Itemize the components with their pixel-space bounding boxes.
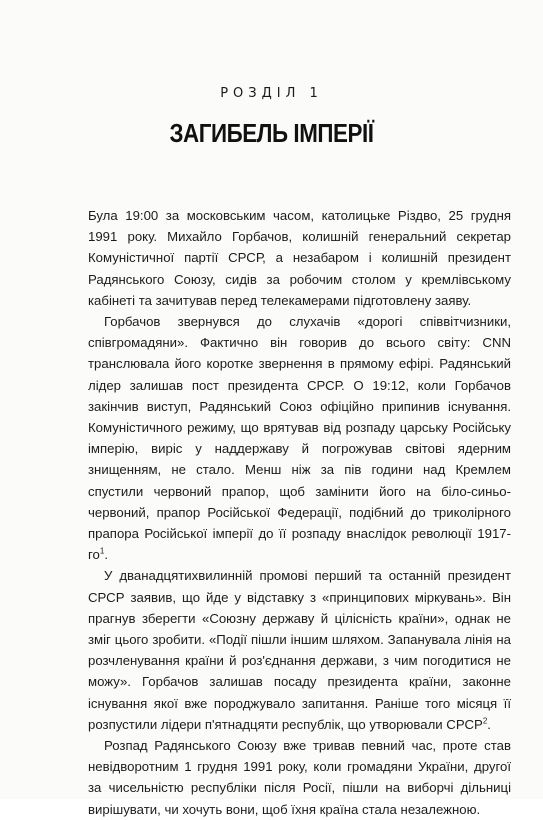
chapter-body (88, 205, 511, 820)
chapter-label: РОЗДІЛ 1 (220, 86, 323, 101)
paragraph: Горбачов звернувся до слухачів «дорогі співвітчизники, співгромадяни». Фактично він говорив до всього світу: CNN транслювала його коротке звернення в прямому ефірі. Радянський лідер залишав пост президента СРСР. О 19:12, коли Горбачов закінчив виступ, Радянський Союз офіційно припинив існування. Комуністичного режиму, що врятував від розпаду царську Російську імперію, виріс у наддержаву й погрожував світові ядерним знищенням, не стало. Менш ніж за пів години над Кремлем спустили червоний прапор, щоб замінити його на біло-синьо-червоний, прапор Російської Федерації, подібний до триколірного прапора Російської імперії до її розпаду внаслідок революції $1917-го^1$. (88, 314, 511, 563)
paragraph-text: Була 19:00 за московським часом, католицьке Різдво, 25 грудня 1991 року. Михайло Горбачов, колишній генеральний секретар Комуністичної партії СРСР, а незабаром і колишній президент Радянського Союзу, сидів за робочим столом у кремлівському кабінеті та зачитував перед телекамерами підготовлену заяву. (88, 208, 511, 308)
paragraph (88, 205, 511, 311)
paragraph-text: У дванадцятихвилинній промові перший та останній президент СРСР заявив, що йде у відставку з «принципових міркувань». Він прагнув зберегти «Союзну державу й цілісність країни», однак не зміг цього зробити. «Події пішли іншим шляхом. Запанувала лінія на розчленування країни й роз'єднання держави, з чим погодитися не можу». Горбачов залишав посаду президента країни, законне існування якої вже породжувало запитання. Раніше того місяця її розпустили лідери п'ятнадцяти республік, що утворювали СРСР (88, 568, 511, 732)
paragraph-text: Розпад Радянського Союзу вже тривав певний час, проте став невідворотним 1 грудня 1991 року, коли громадяни України, другої за чисельністю республіки після Росії, пішли на виборчі дільниці вирішувати, чи хочуть вони, щоб їхня країна стала незалежною. (88, 738, 511, 817)
paragraph (88, 735, 511, 820)
paragraph-text: Горбачов звернувся до слухачів «дорогі співвітчизники, співгромадяни». Фактично він говорив до всього світу: CNN транслювала його коротке звернення в прямому ефірі. Радянський лідер залишав пост президента СРСР. О 19:12, коли Горбачов закінчив виступ, Радянський Союз офіційно припинив існування. Комуністичного режиму, що врятував від розпаду царську Російську імперію, виріс у наддержаву й погрожував світові ядерним знищенням, не стало. Менш ніж за пів години над Кремлем спустили червоний прапор, щоб замінити його на біло-синьо-червоний, прапор Російської Федерації, подібний до триколірного прапора Російської імперії до її розпаду внаслідок революції 1917-го (88, 314, 511, 563)
chapter-title: ЗАГИБЕЛЬ ІМПЕРІЇ (169, 118, 374, 148)
footnote-marker[interactable]: 1 (99, 546, 105, 556)
footnote-marker[interactable]: 2 (482, 716, 488, 726)
paragraph: У дванадцятихвилинній промові перший та останній президент СРСР заявив, що йде у відставку з «принципових міркувань». Він прагнув зберегти «Союзну державу й цілісність країни», однак не зміг цього зробити. «Події пішли іншим шляхом. Запанувала лінія на розчленування країни й роз'єднання держави, з чим погодитися не можу». Горбачов залишав посаду президента країни, законне існування якої вже породжувало запитання. Раніше того місяця її розпустили лідери п'ятнадцяти республік, що утворювали СРСР$^2$. (88, 568, 511, 732)
